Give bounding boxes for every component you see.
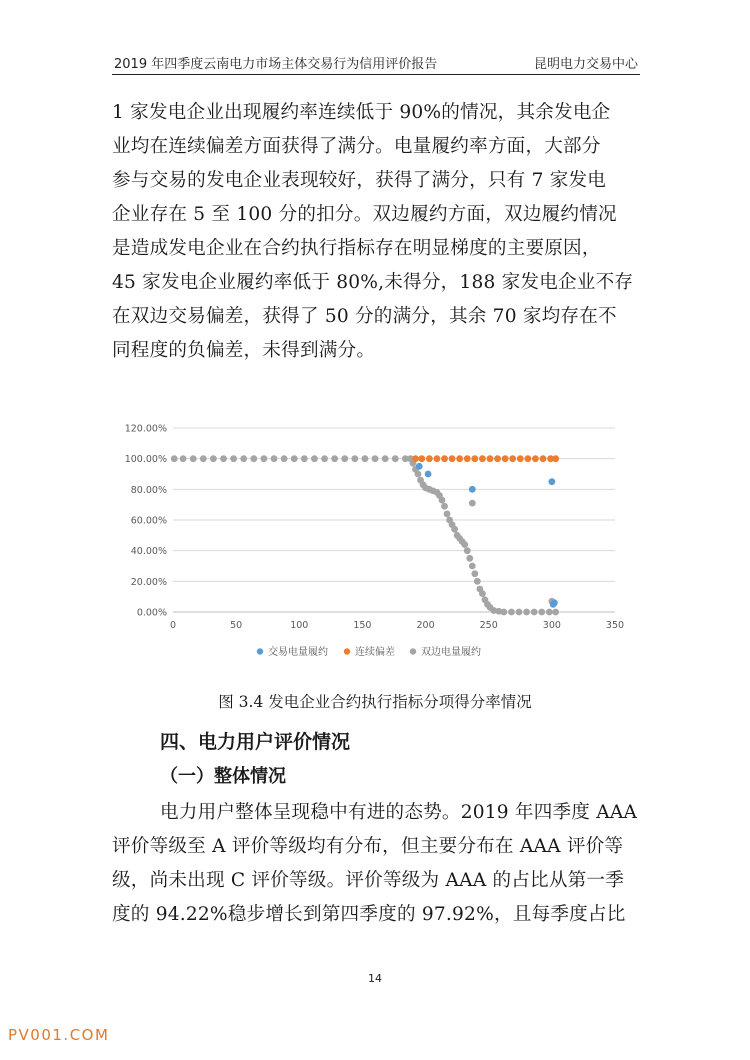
chart-point (250, 455, 257, 462)
chart-point (351, 455, 358, 462)
chart-point (441, 455, 448, 462)
chart-point (372, 455, 379, 462)
header-report-title: 2019 年四季度云南电力市场主体交易行为信用评价报告 (114, 57, 438, 72)
chart-point (392, 455, 399, 462)
chart-point (471, 455, 478, 462)
header-organization: 昆明电力交易中心 (533, 57, 638, 72)
paragraph-line: 是造成发电企业在合约执行指标存在明显梯度的主要原因， (112, 238, 601, 259)
chart-point (240, 455, 247, 462)
chart-point (434, 455, 441, 462)
chart-point (311, 455, 318, 462)
chart-point (190, 455, 197, 462)
chart-point (464, 547, 471, 554)
paragraph-generation-performance (112, 96, 640, 368)
chart-point (546, 609, 553, 616)
chart-point (479, 455, 486, 462)
chart-point (540, 455, 547, 462)
y-tick-label: 100.00% (124, 454, 167, 466)
chart-point (220, 455, 227, 462)
chart-point (552, 455, 559, 462)
y-tick-label: 120.00% (124, 423, 167, 435)
chart-point (500, 609, 507, 616)
chart-point (502, 455, 509, 462)
legend-label: 连续偏差 (355, 647, 395, 658)
paragraph-line: 度的 94.22%稳步增长到第四季度的 97.92%，且每季度占比 (112, 904, 626, 925)
chart-point (469, 563, 476, 570)
chart-point (548, 478, 555, 485)
legend-label: 交易电量履约 (268, 647, 328, 658)
chart-point (418, 455, 425, 462)
chart-point (523, 609, 530, 616)
chart-point (524, 455, 531, 462)
chart-point (425, 471, 432, 478)
y-tick-label: 20.00% (130, 576, 167, 588)
chart-point (538, 609, 545, 616)
chart-point (271, 455, 278, 462)
chart-point (415, 471, 422, 478)
chart-point (474, 578, 481, 585)
page-header (112, 50, 640, 75)
y-tick-label: 60.00% (130, 515, 167, 527)
paragraph-user-overview (112, 796, 640, 932)
x-tick-label: 250 (479, 620, 498, 631)
legend-marker (410, 648, 416, 654)
chart-point (531, 609, 538, 616)
chart-point (416, 463, 423, 470)
paragraph-line: 在双边交易偏差，获得了 50 分的满分，其余 70 家均存在不 (112, 306, 617, 327)
section-heading: 四、电力用户评价情况 (160, 731, 351, 753)
y-tick-label: 0.00% (136, 607, 167, 619)
paragraph-line: 45 家发电企业履约率低于 80%,未得分，188 家发电企业不存 (112, 272, 634, 293)
x-tick-label: 300 (542, 620, 561, 631)
chart-point (552, 609, 559, 616)
chart-point (509, 455, 516, 462)
chart-point (444, 510, 451, 517)
chart-point (451, 526, 458, 533)
chart-point (210, 455, 217, 462)
paragraph-line: 评价等级至 A 评价等级均有分布，但主要分布在 AAA 评价等 (112, 836, 624, 857)
paragraph-line: 同程度的负偏差，未得到满分。 (112, 340, 376, 361)
chart-point (341, 455, 348, 462)
subsection-heading: （一）整体情况 (160, 766, 286, 787)
score-rate-chart (120, 418, 630, 668)
chart-point (362, 455, 369, 462)
chart-point (441, 503, 448, 510)
legend-label: 双边电量履约 (421, 647, 481, 658)
chart-point (532, 455, 539, 462)
paragraph-line: 1 家发电企业出现履约率连续低于 90%的情况，其余发电企 (112, 102, 611, 123)
chart-point (487, 455, 494, 462)
chart-point (469, 486, 476, 493)
x-tick-label: 150 (353, 620, 372, 631)
x-tick-label: 0 (169, 620, 177, 631)
chart-point (321, 455, 328, 462)
chart-point (479, 590, 486, 597)
x-tick-label: 100 (290, 620, 309, 631)
chart-point (471, 570, 478, 577)
paragraph-line: 参与交易的发电企业表现较好，获得了满分，只有 7 家发电 (112, 170, 607, 191)
chart-point (412, 455, 419, 462)
chart-point (331, 455, 338, 462)
chart-point (180, 455, 187, 462)
chart-svg (120, 418, 630, 668)
watermark: PV001.COM (8, 1026, 110, 1044)
x-tick-label: 200 (416, 620, 435, 631)
chart-point (230, 455, 237, 462)
chart-point (261, 455, 268, 462)
y-tick-label: 40.00% (130, 546, 167, 558)
paragraph-line: 企业存在 5 至 100 分的扣分。双边履约方面，双边履约情况 (112, 204, 617, 225)
chart-point (551, 599, 558, 606)
chart-point (494, 455, 501, 462)
chart-point (517, 455, 524, 462)
chart-point (456, 455, 463, 462)
chart-point (466, 555, 473, 562)
chart-point (382, 455, 389, 462)
paragraph-line: 级，尚未出现 C 评价等级。评价等级为 AAA 的占比从第一季 (112, 870, 625, 891)
chart-point (291, 455, 298, 462)
chart-point (469, 500, 476, 507)
chart-point (461, 541, 468, 548)
chart-point (281, 455, 288, 462)
y-tick-label: 80.00% (130, 484, 167, 496)
chart-point (508, 609, 515, 616)
page-number: 14 (368, 972, 382, 985)
figure-caption: 图 3.4 发电企业合约执行指标分项得分率情况 (218, 693, 532, 711)
chart-point (464, 455, 471, 462)
legend-marker (257, 648, 263, 654)
x-tick-label: 50 (230, 620, 243, 631)
paragraph-line: 业均在连续偏差方面获得了满分。电量履约率方面，大部分 (112, 136, 601, 157)
paragraph-line: 电力用户整体呈现稳中有进的态势。2019 年四季度 AAA (160, 802, 638, 823)
chart-point (426, 455, 433, 462)
chart-point (516, 609, 523, 616)
chart-point (301, 455, 308, 462)
legend-marker (344, 648, 350, 654)
chart-point (200, 455, 207, 462)
x-tick-label: 350 (605, 620, 625, 631)
chart-point (171, 455, 178, 462)
chart-point (449, 455, 456, 462)
chart-point (439, 497, 446, 504)
